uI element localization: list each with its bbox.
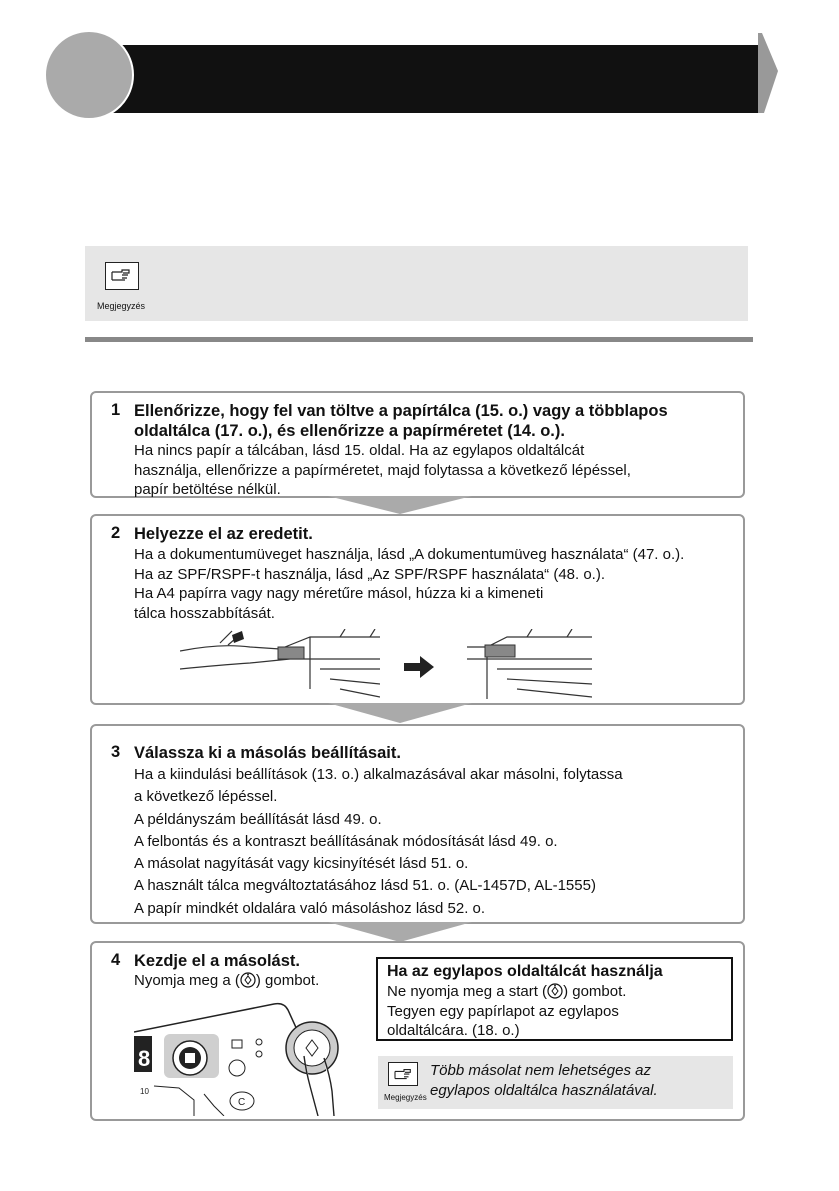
body-line: A használt tálca megváltoztatásához lásd 51. o. (AL-1457D, AL-1555) xyxy=(134,877,596,895)
step-connector-arrow xyxy=(328,703,472,725)
tray-extension-illustration-after xyxy=(467,629,592,701)
step-1-box xyxy=(90,391,745,498)
body-line: Ha a dokumentumüveget használja, lásd „A dokumentumüveg használata“ (47. o.). xyxy=(134,546,685,563)
body-line: Ha az SPF/RSPF-t használja, lásd „Az SPF/RSPF használata“ (48. o.). xyxy=(134,565,606,583)
note-label: Megjegyzés xyxy=(97,301,146,311)
body-text: ) gombot. xyxy=(255,972,320,989)
note-line: Több másolat nem lehetséges az xyxy=(430,1062,651,1079)
step-title xyxy=(134,401,668,441)
title-line: Ellenőrizze, hogy fel van töltve a papírtálca (15. o.) vagy a többlapos xyxy=(134,402,668,420)
step-body xyxy=(134,441,631,500)
start-button-icon xyxy=(547,983,563,999)
step-title: Helyezze el az eredetit. xyxy=(134,525,313,543)
body-text: Ne nyomja meg a start ( xyxy=(387,983,548,1000)
info-box-title: Ha az egylapos oldaltálcát használja xyxy=(387,963,663,980)
body-line: tálca hosszabbítását. xyxy=(134,604,275,622)
step-title: Válassza ki a másolás beállításait. xyxy=(134,744,401,762)
body-line: Ha a kiindulási beállítások (13. o.) alkalmazásával akar másolni, folytassa xyxy=(134,766,623,783)
body-text: ) gombot. xyxy=(563,983,627,1000)
body-line: A felbontás és a kontraszt beállításának módosítását lásd 49. o. xyxy=(134,832,558,850)
body-line: papír betöltése nélkül. xyxy=(134,481,281,498)
step-number: 2 xyxy=(111,524,121,542)
note-box xyxy=(85,246,748,321)
step-3-box xyxy=(90,724,745,924)
section-divider xyxy=(85,337,753,342)
body-line: Tegyen egy papírlapot az egylapos xyxy=(387,1002,619,1020)
control-panel-illustration xyxy=(134,996,364,1116)
header-arrow-tab xyxy=(758,33,780,113)
body-line: A másolat nagyítását vagy kicsinyítését lásd 51. o. xyxy=(134,855,469,873)
step-number: 1 xyxy=(111,401,121,419)
body-line: A papír mindkét oldalára való másoláshoz lásd 52. o. xyxy=(134,899,486,917)
start-button-icon xyxy=(240,972,256,988)
body-line: használja, ellenőrizze a papírméretet, majd folytassa a következő lépéssel, xyxy=(134,461,631,479)
info-box-body xyxy=(387,982,626,1041)
step-body xyxy=(134,971,319,991)
step-number: 4 xyxy=(111,951,121,969)
arrow-right-icon xyxy=(404,656,434,678)
panel-small-label: 10 xyxy=(140,1087,149,1096)
note-text xyxy=(430,1061,658,1101)
body-line: A példányszám beállítását lásd 49. o. xyxy=(134,810,382,828)
body-line: Ha A4 papírra vagy nagy méretűre másol, húzza ki a kimeneti xyxy=(134,585,544,602)
note-label: Megjegyzés xyxy=(384,1093,427,1102)
note-hand-icon xyxy=(105,262,139,290)
title-line: oldaltálca (17. o.), és ellenőrizze a papírméretet (14. o.). xyxy=(134,422,565,440)
body-text: Nyomja meg a ( xyxy=(134,972,240,989)
body-line: Ha nincs papír a tálcában, lásd 15. oldal. Ha az egylapos oldaltálcát xyxy=(134,442,585,459)
panel-c-label: C xyxy=(238,1097,246,1108)
body-line: a következő lépéssel. xyxy=(134,788,278,806)
body-line xyxy=(387,982,626,1002)
body-line: oldaltálcára. (18. o.) xyxy=(387,1022,520,1039)
chapter-header-bar xyxy=(90,45,760,113)
step-2-box xyxy=(90,514,745,705)
step-connector-arrow xyxy=(328,496,472,516)
step-4-note xyxy=(378,1056,733,1109)
note-line: egylapos oldaltálca használatával. xyxy=(430,1082,658,1099)
step-body xyxy=(134,764,623,920)
step-4-box xyxy=(90,941,745,1121)
tray-extension-illustration-before xyxy=(180,629,380,701)
chapter-number-circle xyxy=(44,30,134,120)
note-hand-icon xyxy=(388,1062,418,1086)
single-bypass-tray-info-box xyxy=(376,957,733,1041)
step-body xyxy=(134,545,684,623)
panel-digit: 8 xyxy=(138,1046,151,1071)
step-title: Kezdje el a másolást. xyxy=(134,952,300,970)
step-number: 3 xyxy=(111,743,121,761)
